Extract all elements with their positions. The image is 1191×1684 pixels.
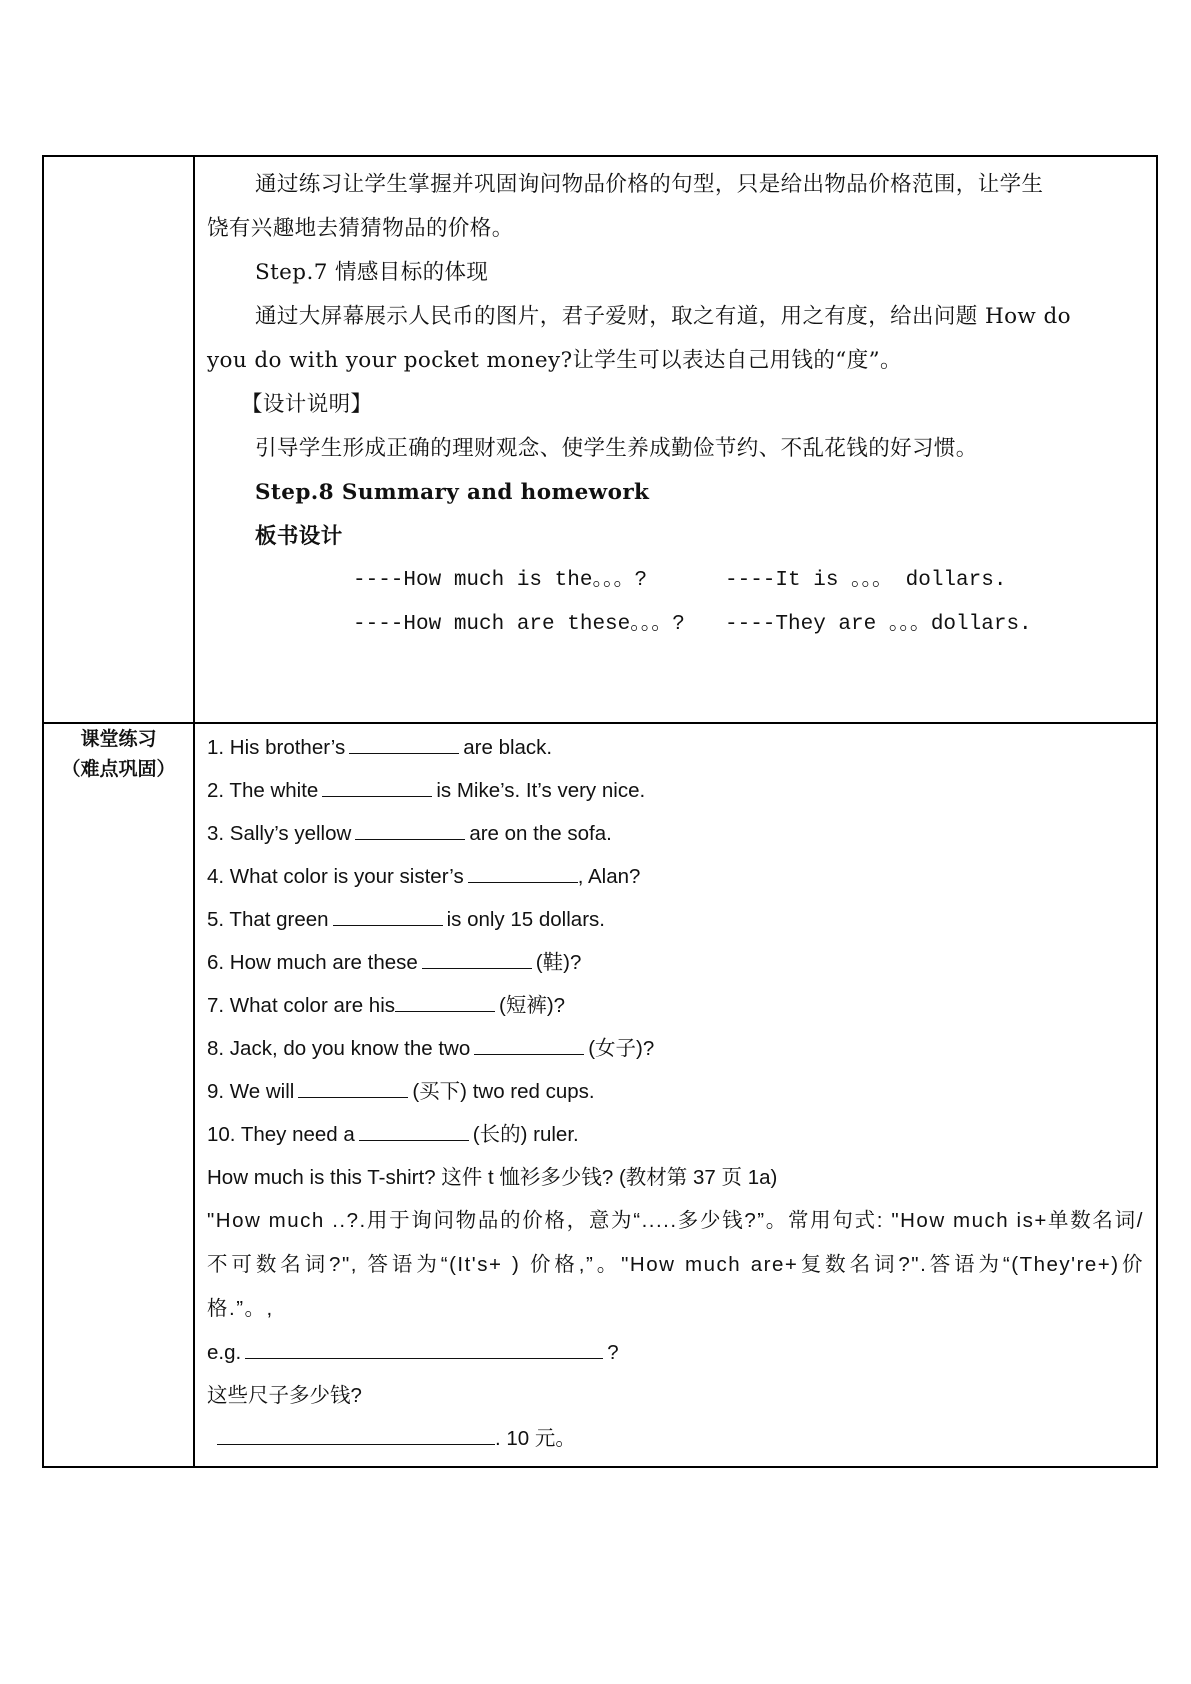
board-question: ----How much is the。。。?: [353, 569, 648, 592]
exercise-text: 8. Jack, do you know the two: [207, 1037, 471, 1060]
exercise-text: 9. We will: [207, 1080, 295, 1103]
exercise-item: [207, 855, 1144, 898]
exercise-text: 7. What color are his: [207, 994, 395, 1017]
design-note-heading: 【设计说明】: [241, 392, 373, 417]
step8-heading: Step.8 Summary and homework: [255, 480, 650, 505]
exercise-text: 2. The white: [207, 779, 319, 802]
emotion-paragraph: 通过大屏幕展示人民币的图片，君子爱财，取之有道，用之有度，给出问题 How do: [255, 304, 1071, 329]
exercise-item: [207, 769, 1144, 812]
emotion-paragraph-continued: you do with your pocket money?让学生可以表达自己用钱的“度”。: [207, 348, 902, 373]
exercise-text: 4. What color is your sister’s: [207, 865, 464, 888]
exercise-text: 10. They need a: [207, 1123, 355, 1146]
board-answer: ----It is 。。。 dollars.: [725, 569, 1007, 592]
exercise-text: is Mike’s. It’s very nice.: [436, 779, 646, 802]
exercise-text: are black.: [463, 736, 553, 759]
question-chinese: 这些尺子多少钱?: [207, 1384, 362, 1407]
answer-blank: [322, 795, 432, 797]
exercise-item: [207, 1070, 1144, 1113]
exercise-text: (女子)?: [588, 1037, 655, 1060]
exercise-text: 1. His brother’s: [207, 736, 346, 759]
board-row: [207, 559, 1144, 603]
answer-blank: [474, 1053, 584, 1055]
exercise-item: [207, 898, 1144, 941]
answer-blank: [395, 1010, 495, 1012]
exercise-text: are on the sofa.: [469, 822, 612, 845]
exercise-text: is only 15 dollars.: [446, 908, 605, 931]
board-design-heading: 板书设计: [255, 524, 343, 549]
lesson-plan-table: [42, 155, 1158, 1468]
board-question: ----How much are these。。。?: [353, 613, 685, 636]
exercise-item: [207, 1113, 1144, 1156]
answer-blank: [245, 1357, 603, 1359]
exercise-item: [207, 726, 1144, 769]
answer-blank: [355, 838, 465, 840]
exercise-item: [207, 984, 1144, 1027]
grammar-note: "How much ..?.用于询问物品的价格，意为“.....多少钱?”。常用句式: "How much is+单数名词/不可数名词?", 答语为“(It's+ ) 价格,”。"How much are+复数名词?".答语为“(They're+)价格.”。,: [207, 1209, 1144, 1320]
exercise-text: , Alan?: [577, 865, 641, 888]
grammar-title: How much is this T-shirt? 这件 t 恤衫多少钱? (教材第 37 页 1a): [207, 1166, 778, 1189]
exercise-label-cell: [43, 723, 194, 1467]
exercise-text: (买下) two red cups.: [412, 1080, 595, 1103]
answer-blank: [217, 1443, 495, 1445]
answer-blank: [298, 1096, 408, 1098]
exercise-text: (鞋)?: [535, 951, 582, 974]
upper-content-cell: [194, 156, 1157, 723]
practice-paragraph-continued: 饶有兴趣地去猜猜物品的价格。: [207, 216, 514, 241]
lower-row: [43, 723, 1157, 1467]
exercise-item: [207, 941, 1144, 984]
answer-end: . 10 元。: [495, 1427, 576, 1450]
board-row: [207, 603, 1144, 647]
answer-blank: [333, 924, 443, 926]
exercise-content-cell: [194, 723, 1157, 1467]
step7-heading: Step.7 情感目标的体现: [255, 260, 489, 285]
board-answer: ----They are 。。。dollars.: [725, 613, 1032, 636]
exercise-text: 5. That green: [207, 908, 329, 931]
answer-line: [207, 1417, 1144, 1460]
example-label: e.g.: [207, 1341, 242, 1364]
answer-blank: [422, 967, 532, 969]
upper-row: [43, 156, 1157, 723]
exercise-label-title: 课堂练习: [80, 728, 157, 750]
exercise-text: (长的) ruler.: [472, 1123, 579, 1146]
answer-blank: [349, 752, 459, 754]
example-end: ?: [607, 1341, 619, 1364]
practice-paragraph: 通过练习让学生掌握并巩固询问物品价格的句型，只是给出物品价格范围，让学生: [255, 172, 1044, 197]
upper-label-cell: [43, 156, 194, 723]
exercise-item: [207, 1027, 1144, 1070]
exercise-text: (短裤)?: [499, 994, 566, 1017]
exercise-text: 3. Sally’s yellow: [207, 822, 352, 845]
answer-blank: [359, 1139, 469, 1141]
exercise-label-subtitle: （难点巩固）: [61, 758, 176, 780]
design-note-paragraph: 引导学生形成正确的理财观念、使学生养成勤俭节约、不乱花钱的好习惯。: [255, 436, 978, 461]
exercise-text: 6. How much are these: [207, 951, 418, 974]
exercise-item: [207, 812, 1144, 855]
example-line: [207, 1331, 1144, 1374]
answer-blank: [468, 881, 578, 883]
